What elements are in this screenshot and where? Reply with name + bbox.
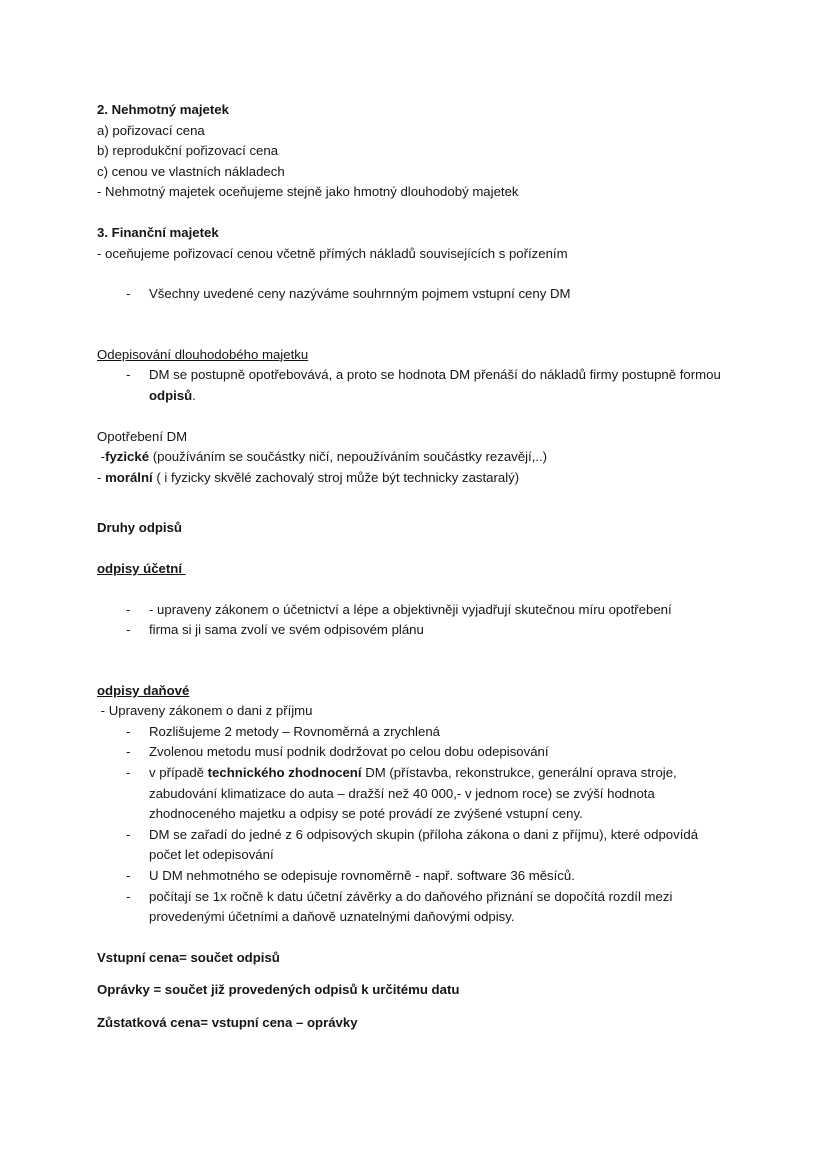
spacer xyxy=(97,968,733,980)
heading-odepisovani: Odepisování dlouhodobého majetku xyxy=(97,346,309,362)
odpisy-danove-note: - Upraveny zákonem o dani z příjmu xyxy=(97,703,313,719)
formula-opravky: Oprávky = součet již provedených odpisů k určitému datu xyxy=(97,982,460,998)
section-odpisy-ucetni xyxy=(97,559,733,641)
spacer xyxy=(97,407,733,427)
section-vzorce xyxy=(97,948,733,1034)
nehmotny-line-c: c) cenou ve vlastních nákladech xyxy=(97,163,285,179)
nehmotny-note: - Nehmotný majetek oceňujeme stejně jako hmotný dlouhodobý majetek xyxy=(97,184,519,200)
odepisovani-bullet-text-pre: DM se postupně opotřebovává, a proto se hodnota DM přenáší do nákladů firmy postupně formou xyxy=(149,367,725,383)
odpisy-danove-bullet-list xyxy=(97,722,733,928)
fyzicke-description: (používáním se součástky ničí, nepoužíváním součástky rezavějí,..) xyxy=(149,449,548,465)
list-item: - U DM nehmotného se odepisuje rovnoměrně - např. software 36 měsíců. xyxy=(97,866,733,887)
list-item xyxy=(97,763,733,825)
odepisovani-bullet-text-post: . xyxy=(192,387,196,403)
heading-odpisy-danove: odpisy daňové xyxy=(97,682,190,698)
opotrebeni-fyzicke-line xyxy=(97,447,733,468)
section-odpisy-danove xyxy=(97,681,733,928)
section-nehmotny-majetek xyxy=(97,100,733,203)
spacer xyxy=(97,641,733,681)
financni-bullet-list xyxy=(97,284,733,305)
document-body xyxy=(97,100,733,1034)
heading-nehmotny-majetek: 2. Nehmotný majetek xyxy=(97,102,229,117)
list-item: - Zvolenou metodu musí podnik dodržovat po celou dobu odepisování xyxy=(97,742,733,763)
heading-odpisy-danove-wrap xyxy=(97,681,733,702)
heading-opotrebeni: Opotřebení DM xyxy=(97,428,188,444)
spacer xyxy=(97,580,733,600)
heading-financni-majetek: 3. Finanční majetek xyxy=(97,224,219,240)
technicke-zhodnoceni-emphasis: technického zhodnocení xyxy=(207,765,362,781)
list-item: - - upraveny zákonem o účetnictví a lépe a objektivněji vyjadřují skutečnou míru opotřebení xyxy=(97,600,733,621)
heading-odpisy-ucetni-wrap xyxy=(97,559,733,580)
heading-odpisy-ucetni: odpisy účetní xyxy=(97,560,186,576)
spacer xyxy=(97,305,733,345)
fyzicke-dash: - xyxy=(97,449,106,465)
technicke-zhodnoceni-text-post: DM (přístavba, rekonstrukce, generální oprava stroje, zabudování klimatizace do auta – dražší než 40 000,- v jednom roce) se zvýší hodnota zhodnoceného majetku a odpisy se poté provádí ze zvýšené vstupní ceny. xyxy=(149,765,681,822)
opotrebeni-moralni-line xyxy=(97,468,733,489)
formula-zustatkova-cena: Zůstatková cena= vstupní cena – oprávky xyxy=(97,1015,358,1030)
formula-vstupni-cena: Vstupní cena= součet odpisů xyxy=(97,949,280,965)
fyzicke-label: fyzické xyxy=(105,449,150,465)
spacer xyxy=(97,928,733,948)
spacer xyxy=(97,203,733,223)
odpisy-ucetni-bullet-list xyxy=(97,600,733,641)
heading-druhy-odpisu: Druhy odpisů xyxy=(97,520,182,536)
moralni-label: morální xyxy=(105,469,153,485)
list-item xyxy=(97,365,733,406)
spacer xyxy=(97,264,733,284)
section-druhy-odpisu xyxy=(97,518,733,539)
financni-note: - oceňujeme pořizovací cenou včetně přímých nákladů souvisejících s pořízením xyxy=(97,245,568,261)
spacer xyxy=(97,488,733,518)
technicke-zhodnoceni-text-pre: v případě xyxy=(149,765,208,781)
list-item: - DM se zařadí do jedné z 6 odpisových skupin (příloha zákona o dani z příjmu), které odpovídá počet let odepisování xyxy=(97,825,733,866)
nehmotny-line-b: b) reprodukční pořizovací cena xyxy=(97,143,279,159)
section-financni-majetek xyxy=(97,223,733,305)
section-opotrebeni xyxy=(97,427,733,489)
moralni-description: ( i fyzicky skvělé zachovalý stroj může být technicky zastaralý) xyxy=(152,469,520,485)
list-item: - firma si ji sama zvolí ve svém odpisovém plánu xyxy=(97,620,733,641)
list-item: - Rozlišujeme 2 metody – Rovnoměrná a zrychlená xyxy=(97,722,733,743)
list-item: - počítají se 1x ročně k datu účetní závěrky a do daňového přiznání se dopočítá rozdíl mezi provedenými účetními a daňově uznatelnými daňovými odpisy. xyxy=(97,887,733,928)
odepisovani-bullet-emphasis: odpisů xyxy=(149,387,193,403)
list-item: - Všechny uvedené ceny nazýváme souhrnným pojmem vstupní ceny DM xyxy=(97,284,733,305)
spacer xyxy=(97,539,733,559)
odepisovani-bullet-list xyxy=(97,365,733,406)
nehmotny-line-a: a) pořizovací cena xyxy=(97,122,205,138)
moralni-dash: - xyxy=(97,469,106,485)
section-odepisovani xyxy=(97,345,733,407)
spacer xyxy=(97,1001,733,1013)
